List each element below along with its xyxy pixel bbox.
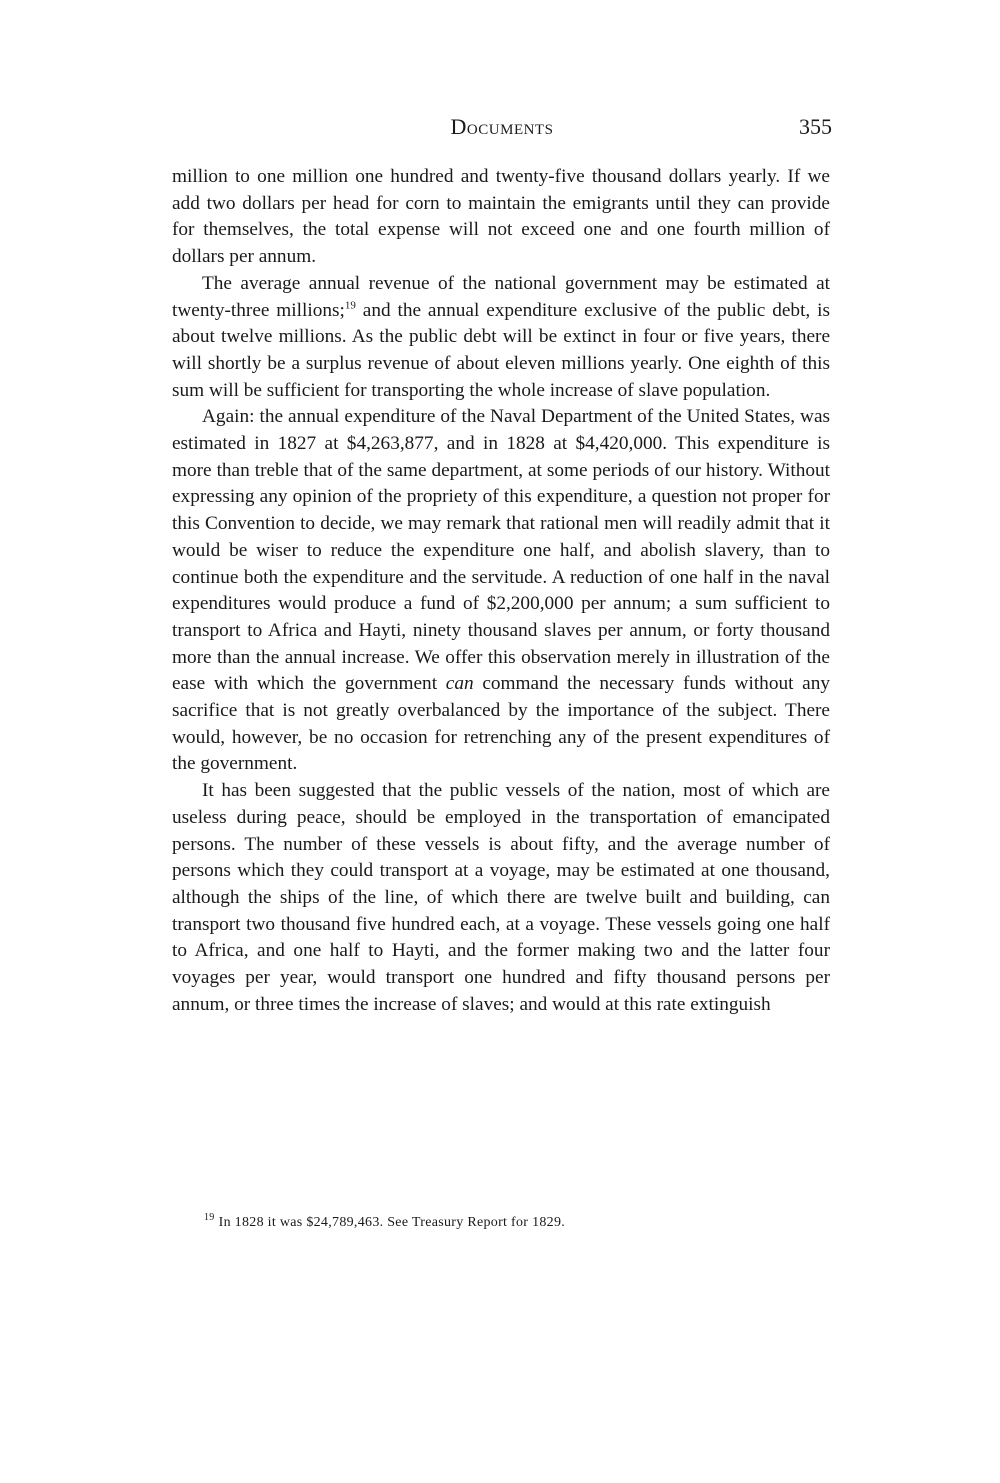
page-number: 355 — [799, 114, 832, 139]
paragraph-2-text-a: The average annual revenue of the national government may be estimated at twenty-three millions; — [172, 272, 830, 321]
running-head — [172, 114, 832, 144]
paragraph-4: It has been suggested that the public vessels of the nation, most of which are useless during peace, should be employed in the transportation of emancipated persons. The number of these vessels is about fifty, and the average number of persons which they could transport at a voyage, may be estimated at one thousand, although the ships of the line, of which there are twelve built and building, can transport two thousand five hundred each, at a voyage. These vessels going one half to Africa, and one half to Hayti, and the former making two and the latter four voyages per year, would transport one hundred and fifty thousand persons per annum, or three times the increase of slaves; and would at this rate extinguish — [172, 780, 830, 1015]
footnote-reference: 19 — [344, 299, 356, 312]
emphasis-can: can — [445, 673, 474, 695]
footnote-number: 19 — [204, 1212, 215, 1224]
footnote — [204, 1212, 824, 1231]
paragraph-3 — [172, 404, 830, 778]
running-title: Documents — [450, 114, 554, 139]
paragraph-2 — [172, 271, 830, 405]
paragraph-1: million to one million one hundred and twenty-five thousand dollars yearly. If we add two dollars per head for corn to maintain the emigrants until they can provide for themselves, the total expense will not exceed one and one fourth million of dollars per annum. — [172, 166, 830, 268]
paragraph-3-text-a: Again: the annual expenditure of the Naval Department of the United States, was estimated in 1827 at $4,263,877, and in 1828 at $4,420,000. This expenditure is more than treble that of the same department, at some periods of our history. Without expressing any opinion of the propriety of this expenditure, a question not proper for this Convention to decide, we may remark that rational men will readily admit that it would be wiser to reduce the expenditure one half, and abolish slavery, than to continue both the expenditure and the servitude. A reduction of one half in the naval expenditures would produce a fund of $2,200,000 per annum; a sum sufficient to transport to Africa and Hayti, ninety thousand slaves per annum, or forty thousand more than the annual increase. We offer this observation merely in illustration of the ease with which the government — [172, 406, 830, 695]
footnote-text: In 1828 it was $24,789,463. See Treasury Report for 1829. — [218, 1215, 566, 1230]
body-text — [172, 164, 830, 1019]
paragraph-2-text-b: and the annual expenditure exclusive of the public debt, is about twelve millions. As the public debt will be extinct in four or five years, there will shortly be a surplus revenue of about eleven millions yearly. One eighth of this sum will be sufficient for transporting the whole increase of slave population. — [172, 299, 830, 401]
paragraph-3-text-b: command the necessary funds without any sacrifice that is not greatly overbalanced by the importance of the subject. There would, however, be no occasion for retrenching any of the present expenditures of the government. — [172, 673, 831, 775]
